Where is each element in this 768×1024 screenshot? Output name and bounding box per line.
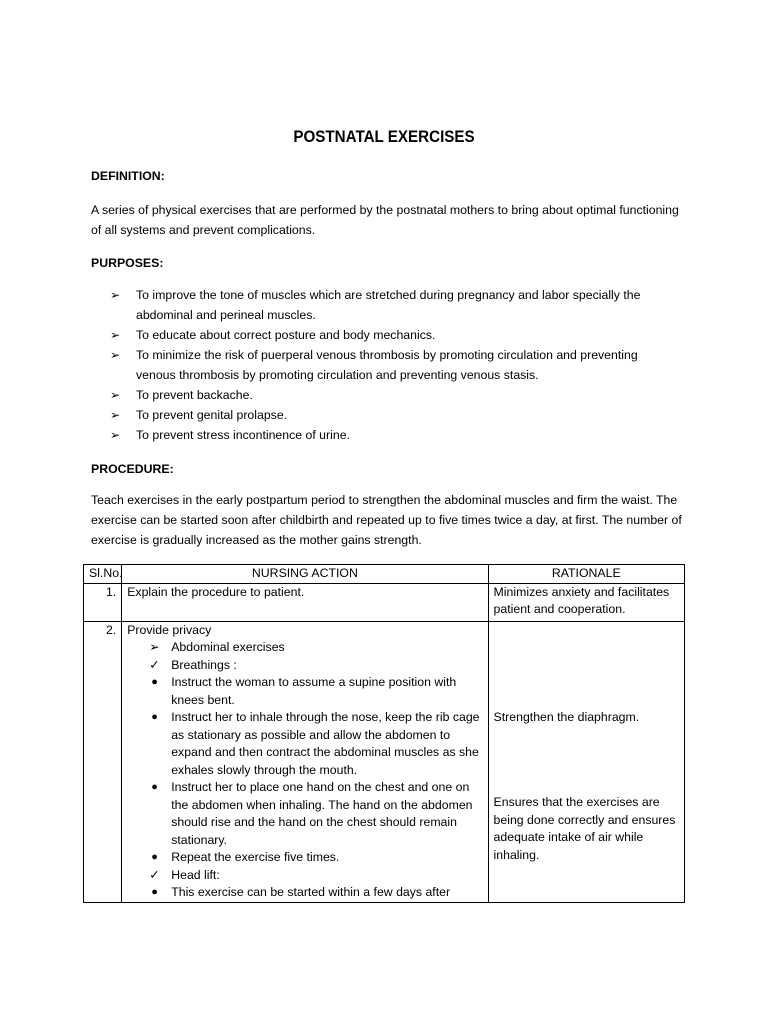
nursing-action-table <box>83 564 685 903</box>
col-header-slno: Sl.No. <box>84 565 122 584</box>
list-item: ➢ To prevent stress incontinence of urine. <box>110 425 670 445</box>
table-header-row <box>84 565 685 584</box>
provide-privacy-text: Provide privacy <box>127 622 212 637</box>
arrow-bullet-icon: ➢ <box>110 428 121 442</box>
purposes-list <box>110 285 670 445</box>
bullet-icon: ● <box>151 851 158 863</box>
arrow-bullet-icon: ➢ <box>149 640 160 654</box>
rationale-cell: Minimizes anxiety and facilitates patient and cooperation. <box>488 583 684 621</box>
table-row <box>84 621 685 902</box>
bullet-icon: ● <box>151 711 158 723</box>
rationale-text: Ensures that the exercises are being done correctly and ensures adequate intake of air while inhaling. <box>493 795 676 862</box>
definition-text: A series of physical exercises that are performed by the postnatal mothers to bring about optimal functioning of all systems and prevent complications. <box>91 203 679 237</box>
list-item: ➢ To minimize the risk of puerperal venous thrombosis by promoting circulation and preventing venous thrombosis by promoting circulation and preventing venous stasis. <box>110 345 670 385</box>
bullet-icon: ● <box>151 886 158 898</box>
bullet-icon: ● <box>151 676 158 688</box>
step-text: This exercise can be started within a few days after <box>171 885 451 899</box>
arrow-bullet-icon: ➢ <box>110 328 121 342</box>
step-text: Instruct her to inhale through the nose, keep the rib cage as stationary as possible and allow the abdomen to expand and then contract the abdominal muscles as she exhales slowly through the mouth. <box>171 710 480 777</box>
col-header-rationale: RATIONALE <box>488 565 684 584</box>
abdominal-exercises-heading: Abdominal exercises <box>171 640 285 654</box>
checkmark-icon: ✓ <box>149 867 160 882</box>
table-row <box>84 583 685 621</box>
arrow-bullet-icon: ➢ <box>110 388 121 402</box>
step-text: Instruct her to place one hand on the chest and one on the abdomen when inhaling. The hand on the abdomen should rise and the hand on the chest should remain stationary. <box>171 780 473 847</box>
list-item: ➢ To prevent genital prolapse. <box>110 405 670 425</box>
breathings-heading: Breathings : <box>171 657 237 672</box>
list-item: ➢ To improve the tone of muscles which are stretched during pregnancy and labor specially the abdominal and perineal muscles. <box>110 285 670 325</box>
nursing-action-cell: Explain the procedure to patient. <box>122 583 488 621</box>
list-item: ➢ To educate about correct posture and body mechanics. <box>110 325 670 345</box>
definition-heading: DEFINITION: <box>91 169 165 183</box>
purposes-heading: PURPOSES: <box>91 256 164 270</box>
row-number: 2. <box>84 621 122 902</box>
checkmark-icon: ✓ <box>149 657 160 672</box>
procedure-text: Teach exercises in the early postpartum period to strengthen the abdominal muscles and firm the waist. The exercise can be started soon after childbirth and repeated up to five times twice a day, at first. The number of exercise is gradually increased as the mother gains strength. <box>91 493 682 547</box>
rationale-cell <box>488 621 684 902</box>
step-text: Instruct the woman to assume a supine position with knees bent. <box>171 675 457 707</box>
row-number: 1. <box>84 583 122 621</box>
arrow-bullet-icon: ➢ <box>110 288 121 302</box>
nursing-action-cell <box>122 621 488 902</box>
rationale-text: Strengthen the diaphragm. <box>493 709 640 724</box>
list-item: ➢ To prevent backache. <box>110 385 670 405</box>
head-lift-heading: Head lift: <box>171 867 220 882</box>
arrow-bullet-icon: ➢ <box>110 408 121 422</box>
step-text: Repeat the exercise five times. <box>171 850 340 864</box>
bullet-icon: ● <box>151 781 158 793</box>
arrow-bullet-icon: ➢ <box>110 348 121 362</box>
procedure-heading: PROCEDURE: <box>91 462 174 476</box>
col-header-nursing-action: NURSING ACTION <box>122 565 488 584</box>
page-title: POSTNATAL EXERCISES <box>293 128 475 146</box>
